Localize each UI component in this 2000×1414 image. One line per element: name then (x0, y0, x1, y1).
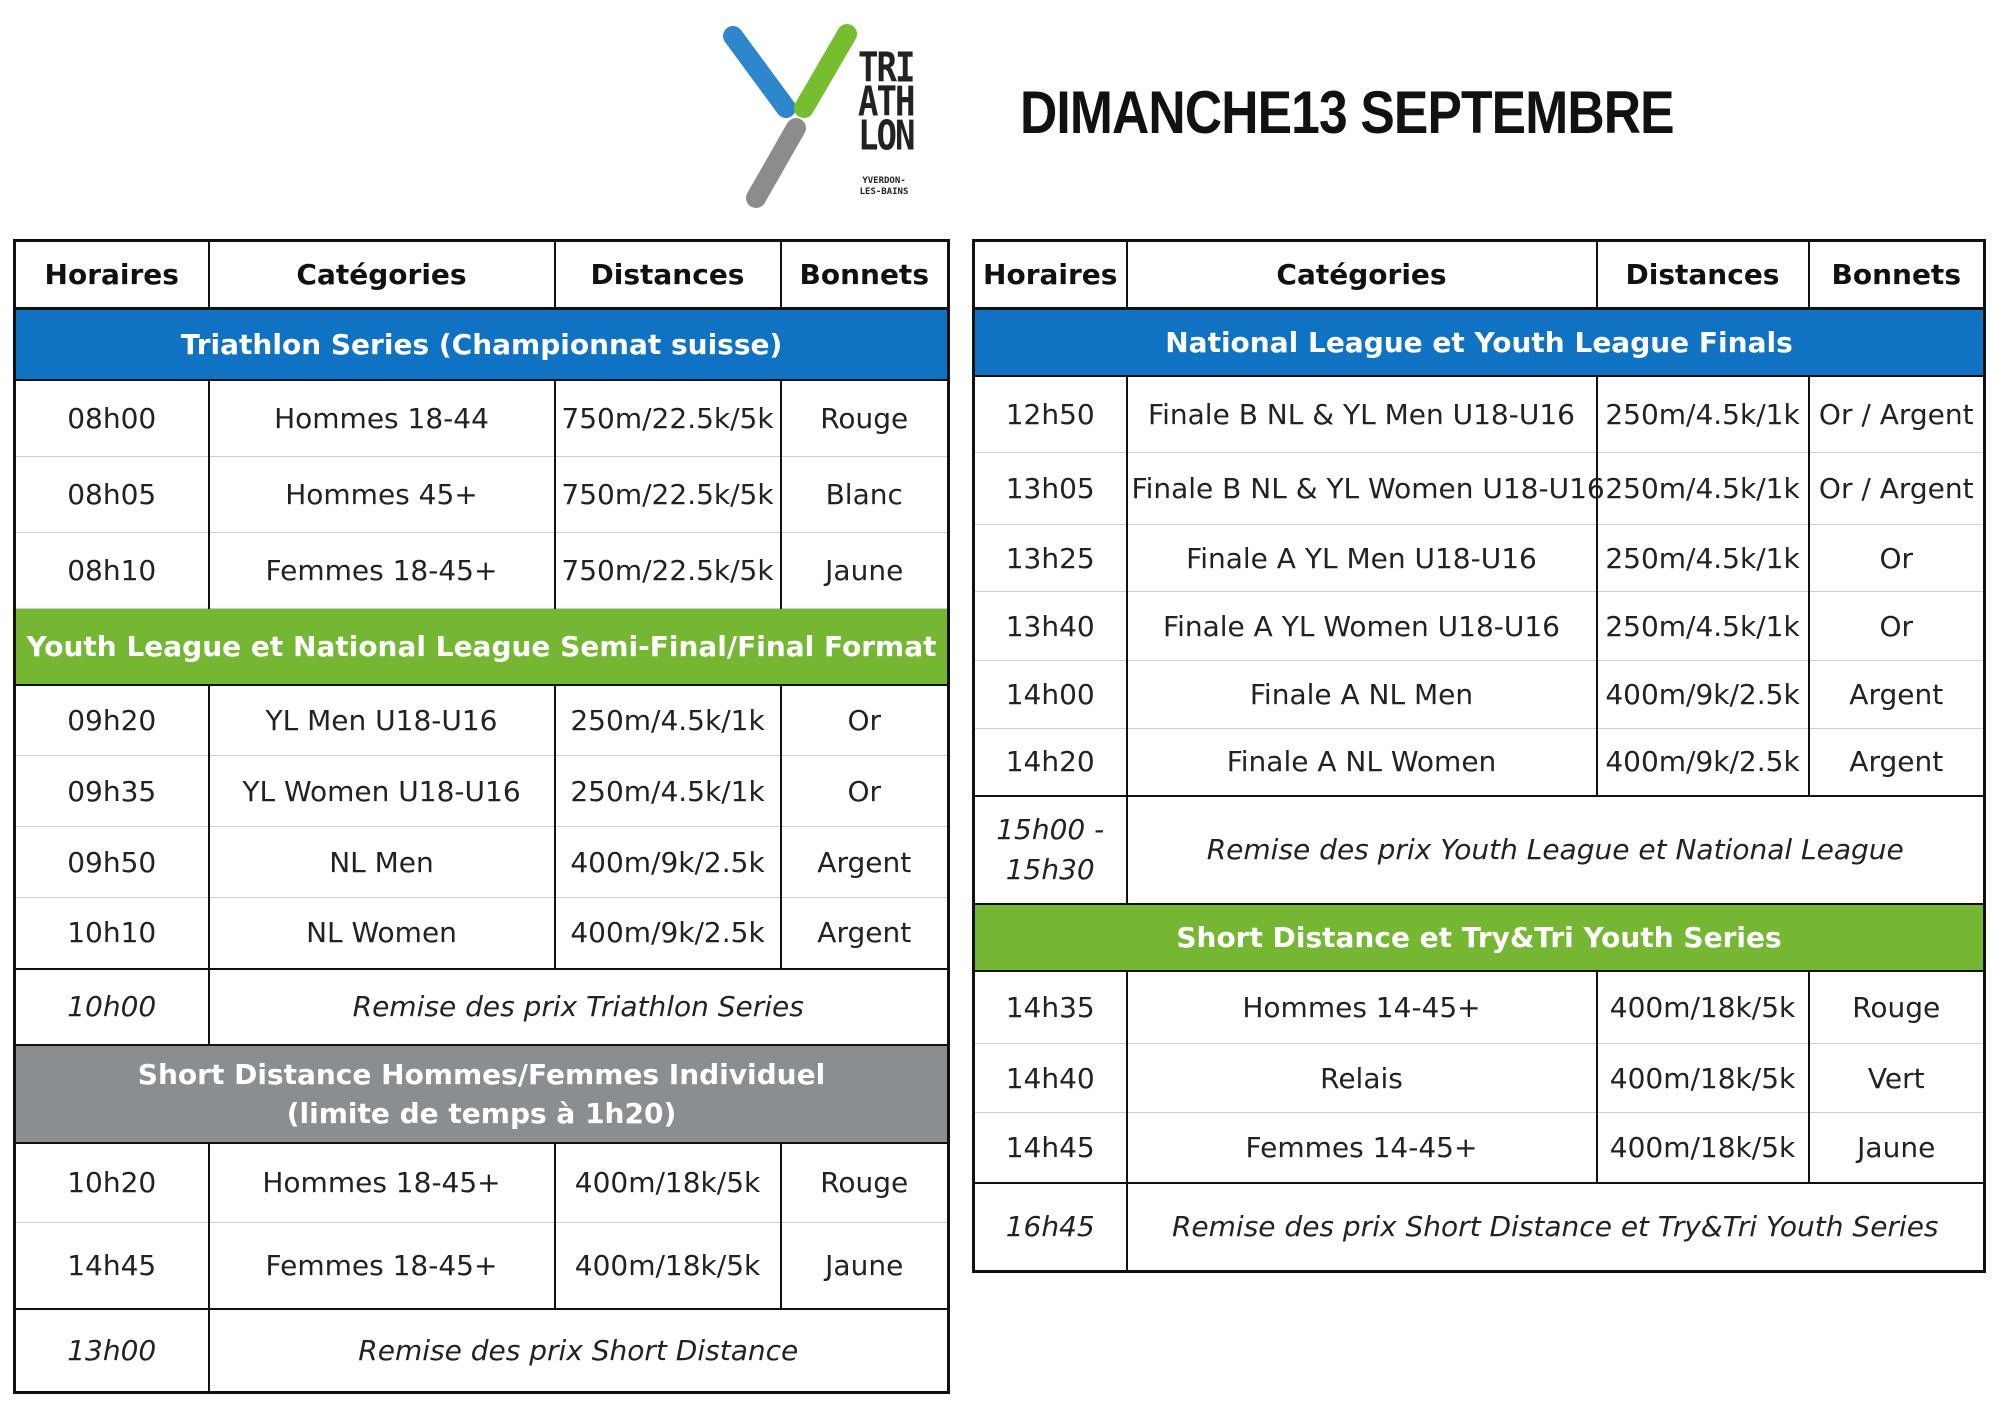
column-header-time: Horaires (974, 241, 1127, 309)
time-cell: 14h35 (974, 971, 1127, 1044)
distance-cell: 400m/9k/2.5k (1597, 661, 1809, 729)
ceremony-time: 16h45 (974, 1183, 1127, 1272)
logo-wordmark (858, 44, 914, 198)
category-cell: Finale B NL & YL Women U18-U16 (1127, 453, 1597, 525)
category-cell: Hommes 18-45+ (209, 1143, 555, 1223)
distance-cell: 400m/9k/2.5k (555, 898, 781, 969)
table-row (974, 1113, 1985, 1183)
table-row (974, 971, 1985, 1044)
cap-cell: Or (781, 756, 949, 827)
column-header-cap: Bonnets (781, 241, 949, 309)
category-cell: Finale A YL Women U18-U16 (1127, 592, 1597, 661)
section-header (974, 309, 1985, 376)
time-cell: 14h20 (974, 729, 1127, 796)
ceremony-text: Remise des prix Triathlon Series (209, 969, 949, 1045)
ceremony-time: 10h00 (15, 969, 209, 1045)
section-title (15, 1045, 949, 1143)
cap-cell: Jaune (781, 533, 949, 609)
time-cell: 08h05 (15, 457, 209, 533)
cap-cell: Jaune (781, 1223, 949, 1309)
table-row (974, 453, 1985, 525)
column-header-cap: Bonnets (1809, 241, 1985, 309)
ceremony-text: Remise des prix Short Distance (209, 1309, 949, 1393)
cap-cell: Argent (1809, 661, 1985, 729)
distance-cell: 750m/22.5k/5k (555, 533, 781, 609)
time-cell: 08h10 (15, 533, 209, 609)
category-cell: Hommes 18-44 (209, 380, 555, 457)
time-cell: 09h35 (15, 756, 209, 827)
time-cell: 10h20 (15, 1143, 209, 1223)
time-cell: 09h50 (15, 827, 209, 898)
column-header-distance: Distances (555, 241, 781, 309)
distance-cell: 250m/4.5k/1k (1597, 525, 1809, 592)
table-row (974, 729, 1985, 796)
ceremony-time (974, 796, 1127, 904)
table-header-row (974, 241, 1985, 309)
time-cell: 14h00 (974, 661, 1127, 729)
triathlon-yverdon-logo (720, 22, 920, 212)
table-row (974, 1044, 1985, 1113)
table-row (15, 457, 949, 533)
cap-cell: Rouge (781, 1143, 949, 1223)
table-row (15, 1223, 949, 1309)
category-cell: Finale A NL Women (1127, 729, 1597, 796)
category-cell: NL Women (209, 898, 555, 969)
section-title: National League et Youth League Finals (974, 309, 1985, 376)
ceremony-row (974, 796, 1985, 904)
distance-cell: 750m/22.5k/5k (555, 380, 781, 457)
page-title: DIMANCHE13 SEPTEMBRE (1020, 79, 1674, 146)
time-cell: 10h10 (15, 898, 209, 969)
distance-cell: 400m/18k/5k (1597, 1044, 1809, 1113)
distance-cell: 750m/22.5k/5k (555, 457, 781, 533)
table-header-row (15, 241, 949, 309)
category-cell: NL Men (209, 827, 555, 898)
cap-cell: Or (1809, 525, 1985, 592)
category-cell: Relais (1127, 1044, 1597, 1113)
category-cell: Femmes 18-45+ (209, 1223, 555, 1309)
time-cell: 14h45 (15, 1223, 209, 1309)
cap-cell: Blanc (781, 457, 949, 533)
section-title: Youth League et National League Semi-Final/Final Format (15, 609, 949, 685)
table-row (15, 898, 949, 969)
ceremony-time: 13h00 (15, 1309, 209, 1393)
distance-cell: 400m/18k/5k (555, 1143, 781, 1223)
logo-text-ath: ATH (858, 78, 914, 127)
column-header-category: Catégories (1127, 241, 1597, 309)
schedule-table-right (972, 239, 1986, 1273)
section-header (15, 609, 949, 685)
ceremony-row (15, 1309, 949, 1393)
time-cell: 13h25 (974, 525, 1127, 592)
category-cell: Finale B NL & YL Men U18-U16 (1127, 376, 1597, 453)
category-cell: Femmes 18-45+ (209, 533, 555, 609)
table-row (15, 756, 949, 827)
category-cell: Finale A YL Men U18-U16 (1127, 525, 1597, 592)
section-header (15, 1045, 949, 1143)
time-cell: 14h45 (974, 1113, 1127, 1183)
logo-text-lon: LON (858, 112, 914, 161)
cap-cell: Jaune (1809, 1113, 1985, 1183)
table-row (974, 661, 1985, 729)
cap-cell: Rouge (1809, 971, 1985, 1044)
distance-cell: 400m/18k/5k (555, 1223, 781, 1309)
category-cell: Hommes 14-45+ (1127, 971, 1597, 1044)
time-cell: 12h50 (974, 376, 1127, 453)
section-title-line-1: Short Distance Hommes/Femmes Individuel (137, 1057, 826, 1091)
cap-cell: Rouge (781, 380, 949, 457)
ceremony-text: Remise des prix Short Distance et Try&Tri Youth Series (1127, 1183, 1985, 1272)
cap-cell: Argent (781, 827, 949, 898)
cap-cell: Argent (781, 898, 949, 969)
cap-cell: Or (781, 685, 949, 756)
column-header-distance: Distances (1597, 241, 1809, 309)
section-header (974, 904, 1985, 971)
distance-cell: 400m/18k/5k (1597, 1113, 1809, 1183)
section-title-line-2: (limite de temps à 1h20) (286, 1096, 677, 1130)
time-cell: 14h40 (974, 1044, 1127, 1113)
table-row (15, 685, 949, 756)
time-cell: 13h05 (974, 453, 1127, 525)
ceremony-time-start: 15h00 - (996, 812, 1105, 846)
category-cell: YL Men U18-U16 (209, 685, 555, 756)
table-row (974, 592, 1985, 661)
table-row (15, 380, 949, 457)
time-cell: 13h40 (974, 592, 1127, 661)
table-row (974, 376, 1985, 453)
schedule-table-left (13, 239, 950, 1394)
logo-text-tri: TRI (858, 44, 914, 93)
table-row (974, 525, 1985, 592)
cap-cell: Or / Argent (1809, 453, 1985, 525)
ceremony-time-end: 15h30 (1005, 852, 1095, 886)
table-row (15, 827, 949, 898)
cap-cell: Or (1809, 592, 1985, 661)
time-cell: 09h20 (15, 685, 209, 756)
ceremony-row (15, 969, 949, 1045)
distance-cell: 400m/9k/2.5k (555, 827, 781, 898)
distance-cell: 250m/4.5k/1k (555, 756, 781, 827)
section-title: Triathlon Series (Championnat suisse) (15, 309, 949, 380)
column-header-time: Horaires (15, 241, 209, 309)
section-title: Short Distance et Try&Tri Youth Series (974, 904, 1985, 971)
column-header-category: Catégories (209, 241, 555, 309)
distance-cell: 250m/4.5k/1k (555, 685, 781, 756)
distance-cell: 250m/4.5k/1k (1597, 376, 1809, 453)
section-header (15, 309, 949, 380)
logo-subtext-yverdon: YVERDON- (862, 176, 906, 186)
distance-cell: 250m/4.5k/1k (1597, 453, 1809, 525)
distance-cell: 400m/18k/5k (1597, 971, 1809, 1044)
ceremony-text: Remise des prix Youth League et National League (1127, 796, 1985, 904)
table-row (15, 1143, 949, 1223)
time-cell: 08h00 (15, 380, 209, 457)
category-cell: Femmes 14-45+ (1127, 1113, 1597, 1183)
ceremony-row (974, 1183, 1985, 1272)
category-cell: Finale A NL Men (1127, 661, 1597, 729)
category-cell: YL Women U18-U16 (209, 756, 555, 827)
category-cell: Hommes 45+ (209, 457, 555, 533)
distance-cell: 250m/4.5k/1k (1597, 592, 1809, 661)
cap-cell: Vert (1809, 1044, 1985, 1113)
logo-subtext-lesbains: LES-BAINS (859, 187, 909, 197)
cap-cell: Or / Argent (1809, 376, 1985, 453)
table-row (15, 533, 949, 609)
y-logo-icon (720, 22, 860, 212)
distance-cell: 400m/9k/2.5k (1597, 729, 1809, 796)
cap-cell: Argent (1809, 729, 1985, 796)
